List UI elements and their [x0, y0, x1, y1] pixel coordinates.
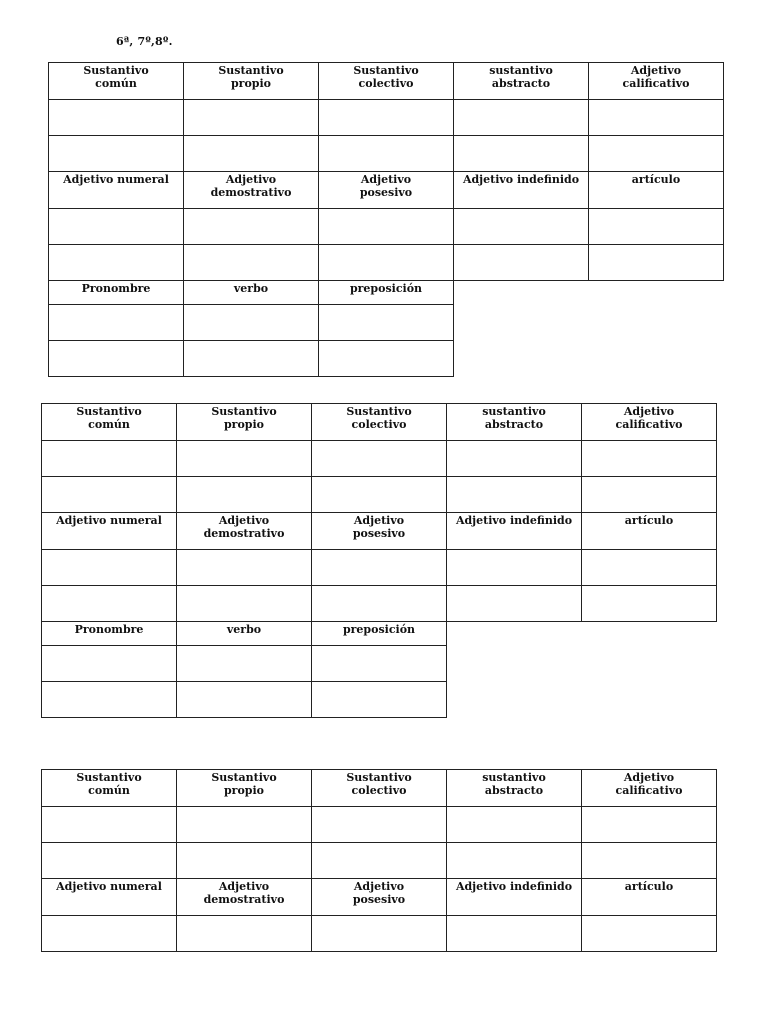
answer-cell[interactable]	[582, 550, 717, 586]
answer-row	[42, 807, 717, 843]
answer-row	[49, 305, 724, 341]
header-row-other	[42, 622, 717, 646]
answer-cell[interactable]	[319, 209, 454, 245]
answer-row	[49, 245, 724, 281]
empty-space	[454, 281, 589, 305]
header-row-adjectives	[42, 513, 717, 550]
answer-cell[interactable]	[319, 245, 454, 281]
answer-row	[49, 341, 724, 377]
answer-row	[42, 441, 717, 477]
word-class-table-2	[41, 403, 717, 718]
answer-cell[interactable]	[42, 477, 177, 513]
empty-space	[447, 622, 582, 646]
answer-cell[interactable]	[49, 209, 184, 245]
answer-cell[interactable]	[312, 550, 447, 586]
header-adjetivo-calificativo: Adjetivo calificativo	[582, 770, 717, 807]
header-articulo: artículo	[589, 172, 724, 209]
answer-cell[interactable]	[42, 646, 177, 682]
answer-cell[interactable]	[589, 136, 724, 172]
answer-cell[interactable]	[49, 136, 184, 172]
answer-cell[interactable]	[177, 916, 312, 952]
header-adjetivo-posesivo: Adjetivo posesivo	[312, 879, 447, 916]
answer-cell[interactable]	[582, 441, 717, 477]
answer-cell[interactable]	[49, 305, 184, 341]
header-preposicion: preposición	[312, 622, 447, 646]
answer-cell[interactable]	[184, 100, 319, 136]
empty-space	[582, 622, 717, 646]
empty-space	[582, 682, 717, 718]
answer-cell[interactable]	[177, 550, 312, 586]
header-adjetivo-posesivo: Adjetivo posesivo	[312, 513, 447, 550]
answer-cell[interactable]	[447, 550, 582, 586]
header-sustantivo-colectivo: Sustantivo colectivo	[312, 404, 447, 441]
answer-row	[42, 843, 717, 879]
answer-cell[interactable]	[42, 807, 177, 843]
answer-cell[interactable]	[177, 477, 312, 513]
answer-cell[interactable]	[319, 136, 454, 172]
answer-cell[interactable]	[177, 843, 312, 879]
answer-row	[42, 682, 717, 718]
header-verbo: verbo	[177, 622, 312, 646]
header-sustantivo-abstracto: sustantivo abstracto	[454, 63, 589, 100]
answer-cell[interactable]	[184, 341, 319, 377]
word-class-table-1	[48, 62, 724, 377]
header-adjetivo-calificativo: Adjetivo calificativo	[589, 63, 724, 100]
answer-cell[interactable]	[589, 100, 724, 136]
answer-cell[interactable]	[582, 477, 717, 513]
answer-cell[interactable]	[184, 245, 319, 281]
answer-cell[interactable]	[312, 586, 447, 622]
answer-cell[interactable]	[447, 807, 582, 843]
header-sustantivo-propio: Sustantivo propio	[177, 404, 312, 441]
answer-cell[interactable]	[454, 245, 589, 281]
header-articulo: artículo	[582, 513, 717, 550]
answer-cell[interactable]	[312, 682, 447, 718]
answer-cell[interactable]	[312, 441, 447, 477]
header-sustantivo-comun: Sustantivo común	[49, 63, 184, 100]
header-row-other	[49, 281, 724, 305]
answer-cell[interactable]	[454, 209, 589, 245]
answer-cell[interactable]	[582, 843, 717, 879]
answer-cell[interactable]	[184, 209, 319, 245]
answer-cell[interactable]	[49, 100, 184, 136]
grade-levels: 6ª, 7º,8º.	[116, 35, 173, 48]
header-adjetivo-demostrativo: Adjetivo demostrativo	[177, 513, 312, 550]
empty-space	[589, 281, 724, 305]
header-row-adjectives	[42, 879, 717, 916]
empty-space	[454, 305, 589, 341]
empty-space	[447, 646, 582, 682]
header-verbo: verbo	[184, 281, 319, 305]
answer-row	[42, 646, 717, 682]
header-adjetivo-indefinido: Adjetivo indefinido	[447, 513, 582, 550]
header-adjetivo-numeral: Adjetivo numeral	[49, 172, 184, 209]
empty-space	[589, 305, 724, 341]
header-sustantivo-abstracto: sustantivo abstracto	[447, 404, 582, 441]
answer-cell[interactable]	[447, 843, 582, 879]
answer-cell[interactable]	[582, 916, 717, 952]
answer-cell[interactable]	[49, 341, 184, 377]
answer-cell[interactable]	[319, 100, 454, 136]
empty-space	[589, 341, 724, 377]
answer-cell[interactable]	[42, 916, 177, 952]
answer-cell[interactable]	[312, 916, 447, 952]
header-sustantivo-comun: Sustantivo común	[42, 770, 177, 807]
answer-cell[interactable]	[177, 807, 312, 843]
header-adjetivo-posesivo: Adjetivo posesivo	[319, 172, 454, 209]
answer-cell[interactable]	[42, 843, 177, 879]
answer-row	[49, 136, 724, 172]
answer-cell[interactable]	[454, 136, 589, 172]
answer-cell[interactable]	[312, 477, 447, 513]
answer-cell[interactable]	[447, 441, 582, 477]
answer-cell[interactable]	[42, 550, 177, 586]
answer-cell[interactable]	[312, 843, 447, 879]
answer-cell[interactable]	[49, 245, 184, 281]
empty-space	[582, 646, 717, 682]
header-preposicion: preposición	[319, 281, 454, 305]
header-pronombre: Pronombre	[49, 281, 184, 305]
header-sustantivo-propio: Sustantivo propio	[177, 770, 312, 807]
answer-cell[interactable]	[454, 100, 589, 136]
header-adjetivo-calificativo: Adjetivo calificativo	[582, 404, 717, 441]
header-adjetivo-numeral: Adjetivo numeral	[42, 879, 177, 916]
header-adjetivo-numeral: Adjetivo numeral	[42, 513, 177, 550]
empty-space	[447, 682, 582, 718]
empty-space	[454, 341, 589, 377]
word-class-table-3	[41, 769, 717, 952]
answer-row	[49, 100, 724, 136]
header-adjetivo-indefinido: Adjetivo indefinido	[454, 172, 589, 209]
answer-cell[interactable]	[582, 807, 717, 843]
answer-row	[42, 916, 717, 952]
header-sustantivo-colectivo: Sustantivo colectivo	[312, 770, 447, 807]
header-sustantivo-colectivo: Sustantivo colectivo	[319, 63, 454, 100]
answer-cell[interactable]	[312, 646, 447, 682]
answer-cell[interactable]	[582, 586, 717, 622]
header-adjetivo-indefinido: Adjetivo indefinido	[447, 879, 582, 916]
answer-cell[interactable]	[184, 136, 319, 172]
header-sustantivo-comun: Sustantivo común	[42, 404, 177, 441]
header-adjetivo-demostrativo: Adjetivo demostrativo	[177, 879, 312, 916]
answer-cell[interactable]	[177, 441, 312, 477]
answer-cell[interactable]	[447, 916, 582, 952]
answer-cell[interactable]	[177, 682, 312, 718]
header-row-nouns	[42, 770, 717, 807]
header-row-nouns	[49, 63, 724, 100]
answer-cell[interactable]	[589, 245, 724, 281]
answer-cell[interactable]	[184, 305, 319, 341]
answer-cell[interactable]	[589, 209, 724, 245]
answer-cell[interactable]	[177, 586, 312, 622]
answer-row	[42, 586, 717, 622]
answer-row	[42, 477, 717, 513]
answer-cell[interactable]	[447, 477, 582, 513]
answer-cell[interactable]	[42, 586, 177, 622]
header-row-adjectives	[49, 172, 724, 209]
answer-cell[interactable]	[42, 682, 177, 718]
answer-cell[interactable]	[177, 646, 312, 682]
answer-row	[42, 550, 717, 586]
answer-cell[interactable]	[319, 341, 454, 377]
answer-cell[interactable]	[447, 586, 582, 622]
header-row-nouns	[42, 404, 717, 441]
header-articulo: artículo	[582, 879, 717, 916]
answer-row	[49, 209, 724, 245]
answer-cell[interactable]	[312, 807, 447, 843]
answer-cell[interactable]	[42, 441, 177, 477]
header-pronombre: Pronombre	[42, 622, 177, 646]
header-sustantivo-propio: Sustantivo propio	[184, 63, 319, 100]
answer-cell[interactable]	[319, 305, 454, 341]
header-adjetivo-demostrativo: Adjetivo demostrativo	[184, 172, 319, 209]
header-sustantivo-abstracto: sustantivo abstracto	[447, 770, 582, 807]
